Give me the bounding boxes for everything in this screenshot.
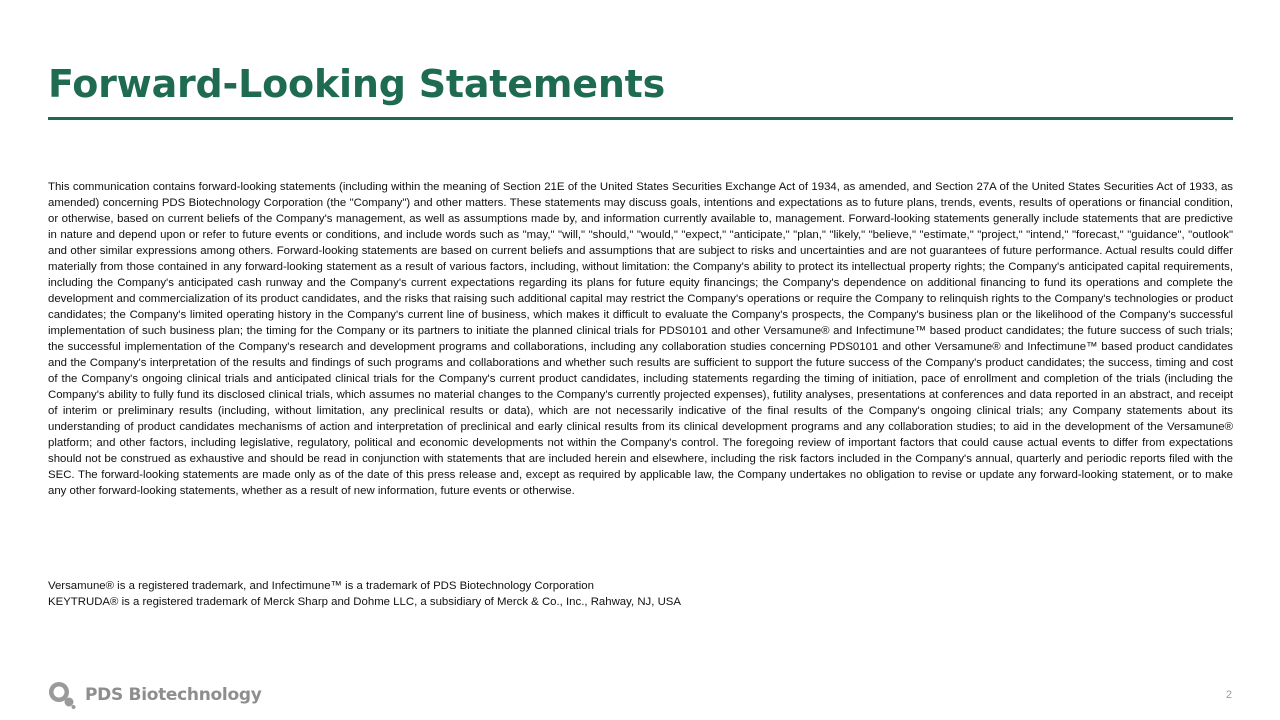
page-title: Forward-Looking Statements [48,62,666,106]
trademark-note-versamune: Versamune® is a registered trademark, and Infectimune™ is a trademark of PDS Biotechnology Corporation [48,580,594,592]
page-number: 2 [1225,689,1232,701]
trademark-note-keytruda: KEYTRUDA® is a registered trademark of Merck Sharp and Dohme LLC, a subsidiary of Merck & Co., Inc., Rahway, NJ, USA [48,596,681,608]
company-logo [47,680,261,710]
trademark-notes [48,578,1233,610]
forward-looking-body: This communication contains forward-looking statements (including within the meaning of Section 21E of the United States Securities Exchange Act of 1934, as amended, and Section 27A of the United States Securities Act of 1933, as amended) concerning PDS Biotechnology Corporation (the "Company") and other matters. These statements may discuss goals, intentions and expectations as to future plans, trends, events, results of operations or financial condition, or otherwise, based on current beliefs of the Company's management, as well as assumptions made by, and information currently available to, management. Forward-looking statements generally include statements that are predictive in nature and depend upon or refer to future events or conditions, and include words such as "may," "will," "should," "would," "expect," "anticipate," "plan," "likely," "believe," "estimate," "project," "intend," "forecast," "guidance", "outlook" and other similar expressions among others. Forward-looking statements are based on current beliefs and assumptions that are subject to risks and uncertainties and are not guarantees of future performance. Actual results could differ materially from those contained in any forward-looking statement as a result of various factors, including, without limitation: the Company's ability to protect its intellectual property rights; the Company's anticipated capital requirements, including the Company's anticipated cash runway and the Company's current expectations regarding its plans for future equity financings; the Company's dependence on additional financing to fund its operations and complete the development and commercialization of its product candidates, and the risks that raising such additional capital may restrict the Company's operations or require the Company to relinquish rights to the Company's technologies or product candidates; the Company's limited operating history in the Company's current line of business, which makes it difficult to evaluate the Company's prospects, the Company's business plan or the likelihood of the Company's successful implementation of such business plan; the timing for the Company or its partners to initiate the planned clinical trials for PDS0101 and other Versamune® and Infectimune™ based product candidates; the future success of such trials; the successful implementation of the Company's research and development programs and collaborations, including any collaboration studies concerning PDS0101 and other Versamune® and Infectimune™ based product candidates and the Company's interpretation of the results and findings of such programs and collaborations and whether such results are sufficient to support the future success of the Company's product candidates; the success, timing and cost of the Company's ongoing clinical trials and anticipated clinical trials for the Company's current product candidates, including statements regarding the timing of initiation, pace of enrollment and completion of the trials (including the Company's ability to fully fund its disclosed clinical trials, which assumes no material changes to the Company's currently projected expenses), futility analyses, presentations at conferences and data reported in an abstract, and receipt of interim or preliminary results (including, without limitation, any preclinical results or data), which are not necessarily indicative of the final results of the Company's ongoing clinical trials; any Company statements about its understanding of product candidates mechanisms of action and interpretation of preclinical and early clinical results from its clinical development programs and any collaboration studies; to aid in the development of the Versamune® platform; and other factors, including legislative, regulatory, political and economic developments not within the Company's control. The foregoing review of important factors that could cause actual events to differ from expectations should not be construed as exhaustive and should be read in conjunction with statements that are included herein and elsewhere, including the risk factors included in the Company's annual, quarterly and periodic reports filed with the SEC. The forward-looking statements are made only as of the date of this press release and, except as required by applicable law, the Company undertakes no obligation to revise or update any forward-looking statement, or to make any other forward-looking statements, whether as a result of new information, future events or otherwise. [48,181,1233,497]
title-underline [48,117,1233,120]
logo-wordmark: PDS Biotechnology [85,685,262,705]
pds-logo-icon [47,680,77,710]
